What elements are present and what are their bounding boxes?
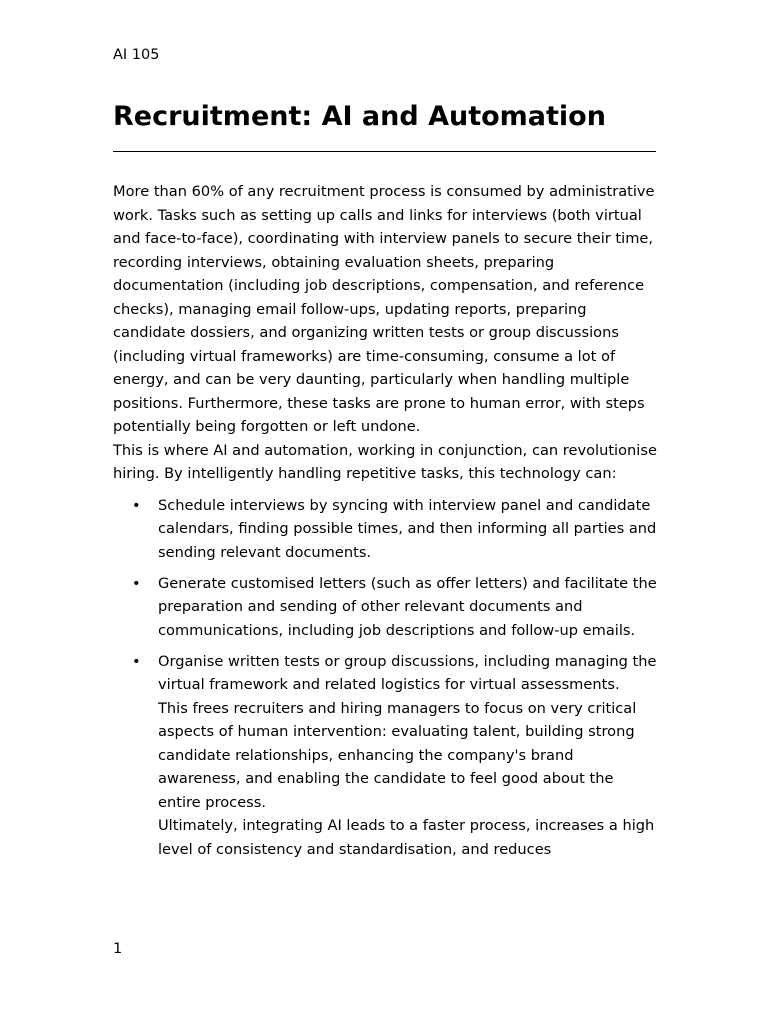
continuation-paragraph: Ultimately, integrating AI leads to a faster process, increases a high level of consistency and standardisation, and reduces bbox=[158, 817, 655, 858]
running-header: AI 105 bbox=[113, 47, 160, 63]
list-item bbox=[113, 494, 658, 565]
bullet-text: Generate customised letters (such as offer letters) and facilitate the preparation and sending of other relevant documents and communications, including job descriptions and follow-up emails. bbox=[158, 574, 657, 639]
bullet-icon: • bbox=[132, 652, 141, 670]
bullet-text: Schedule interviews by syncing with interview panel and candidate calendars, finding possible times, and then informing all parties and sending relevant documents. bbox=[158, 496, 657, 561]
bullet-list bbox=[113, 494, 658, 862]
bullet-text: Organise written tests or group discussions, including managing the virtual framework and related logistics for virtual assessments. bbox=[158, 652, 657, 693]
title-divider bbox=[113, 151, 656, 152]
intro-paragraph: More than 60% of any recruitment process is consumed by administrative work. Tasks such as setting up calls and links for interviews (both virtual and face-to-face), coordinating with interview panels to secure their time, recording interviews, obtaining evaluation sheets, preparing documentation (including job descriptions, compensation, and reference checks), managing email follow-ups, updating reports, preparing candidate dossiers, and organizing written tests or group discussions (including virtual frameworks) are time-consuming, consume a lot of energy, and can be very daunting, particularly when handling multiple positions. Furthermore, these tasks are prone to human error, with steps potentially being forgotten or left undone. bbox=[113, 183, 655, 435]
continuation-paragraph: This frees recruiters and hiring managers to focus on very critical aspects of human intervention: evaluating talent, building strong candidate relationships, enhancing the company's brand awareness, and enabling the candidate to feel good about the entire process. bbox=[158, 699, 637, 811]
transition-paragraph: This is where AI and automation, working in conjunction, can revolutionise hiring. By intelligently handling repetitive tasks, this technology can: bbox=[113, 441, 657, 482]
body-text bbox=[113, 180, 658, 869]
bullet-icon: • bbox=[132, 574, 141, 592]
list-item bbox=[113, 572, 658, 643]
bullet-icon: • bbox=[132, 496, 141, 514]
list-item bbox=[113, 650, 658, 862]
page-title: Recruitment: AI and Automation bbox=[113, 101, 606, 132]
page-number: 1 bbox=[113, 941, 123, 957]
